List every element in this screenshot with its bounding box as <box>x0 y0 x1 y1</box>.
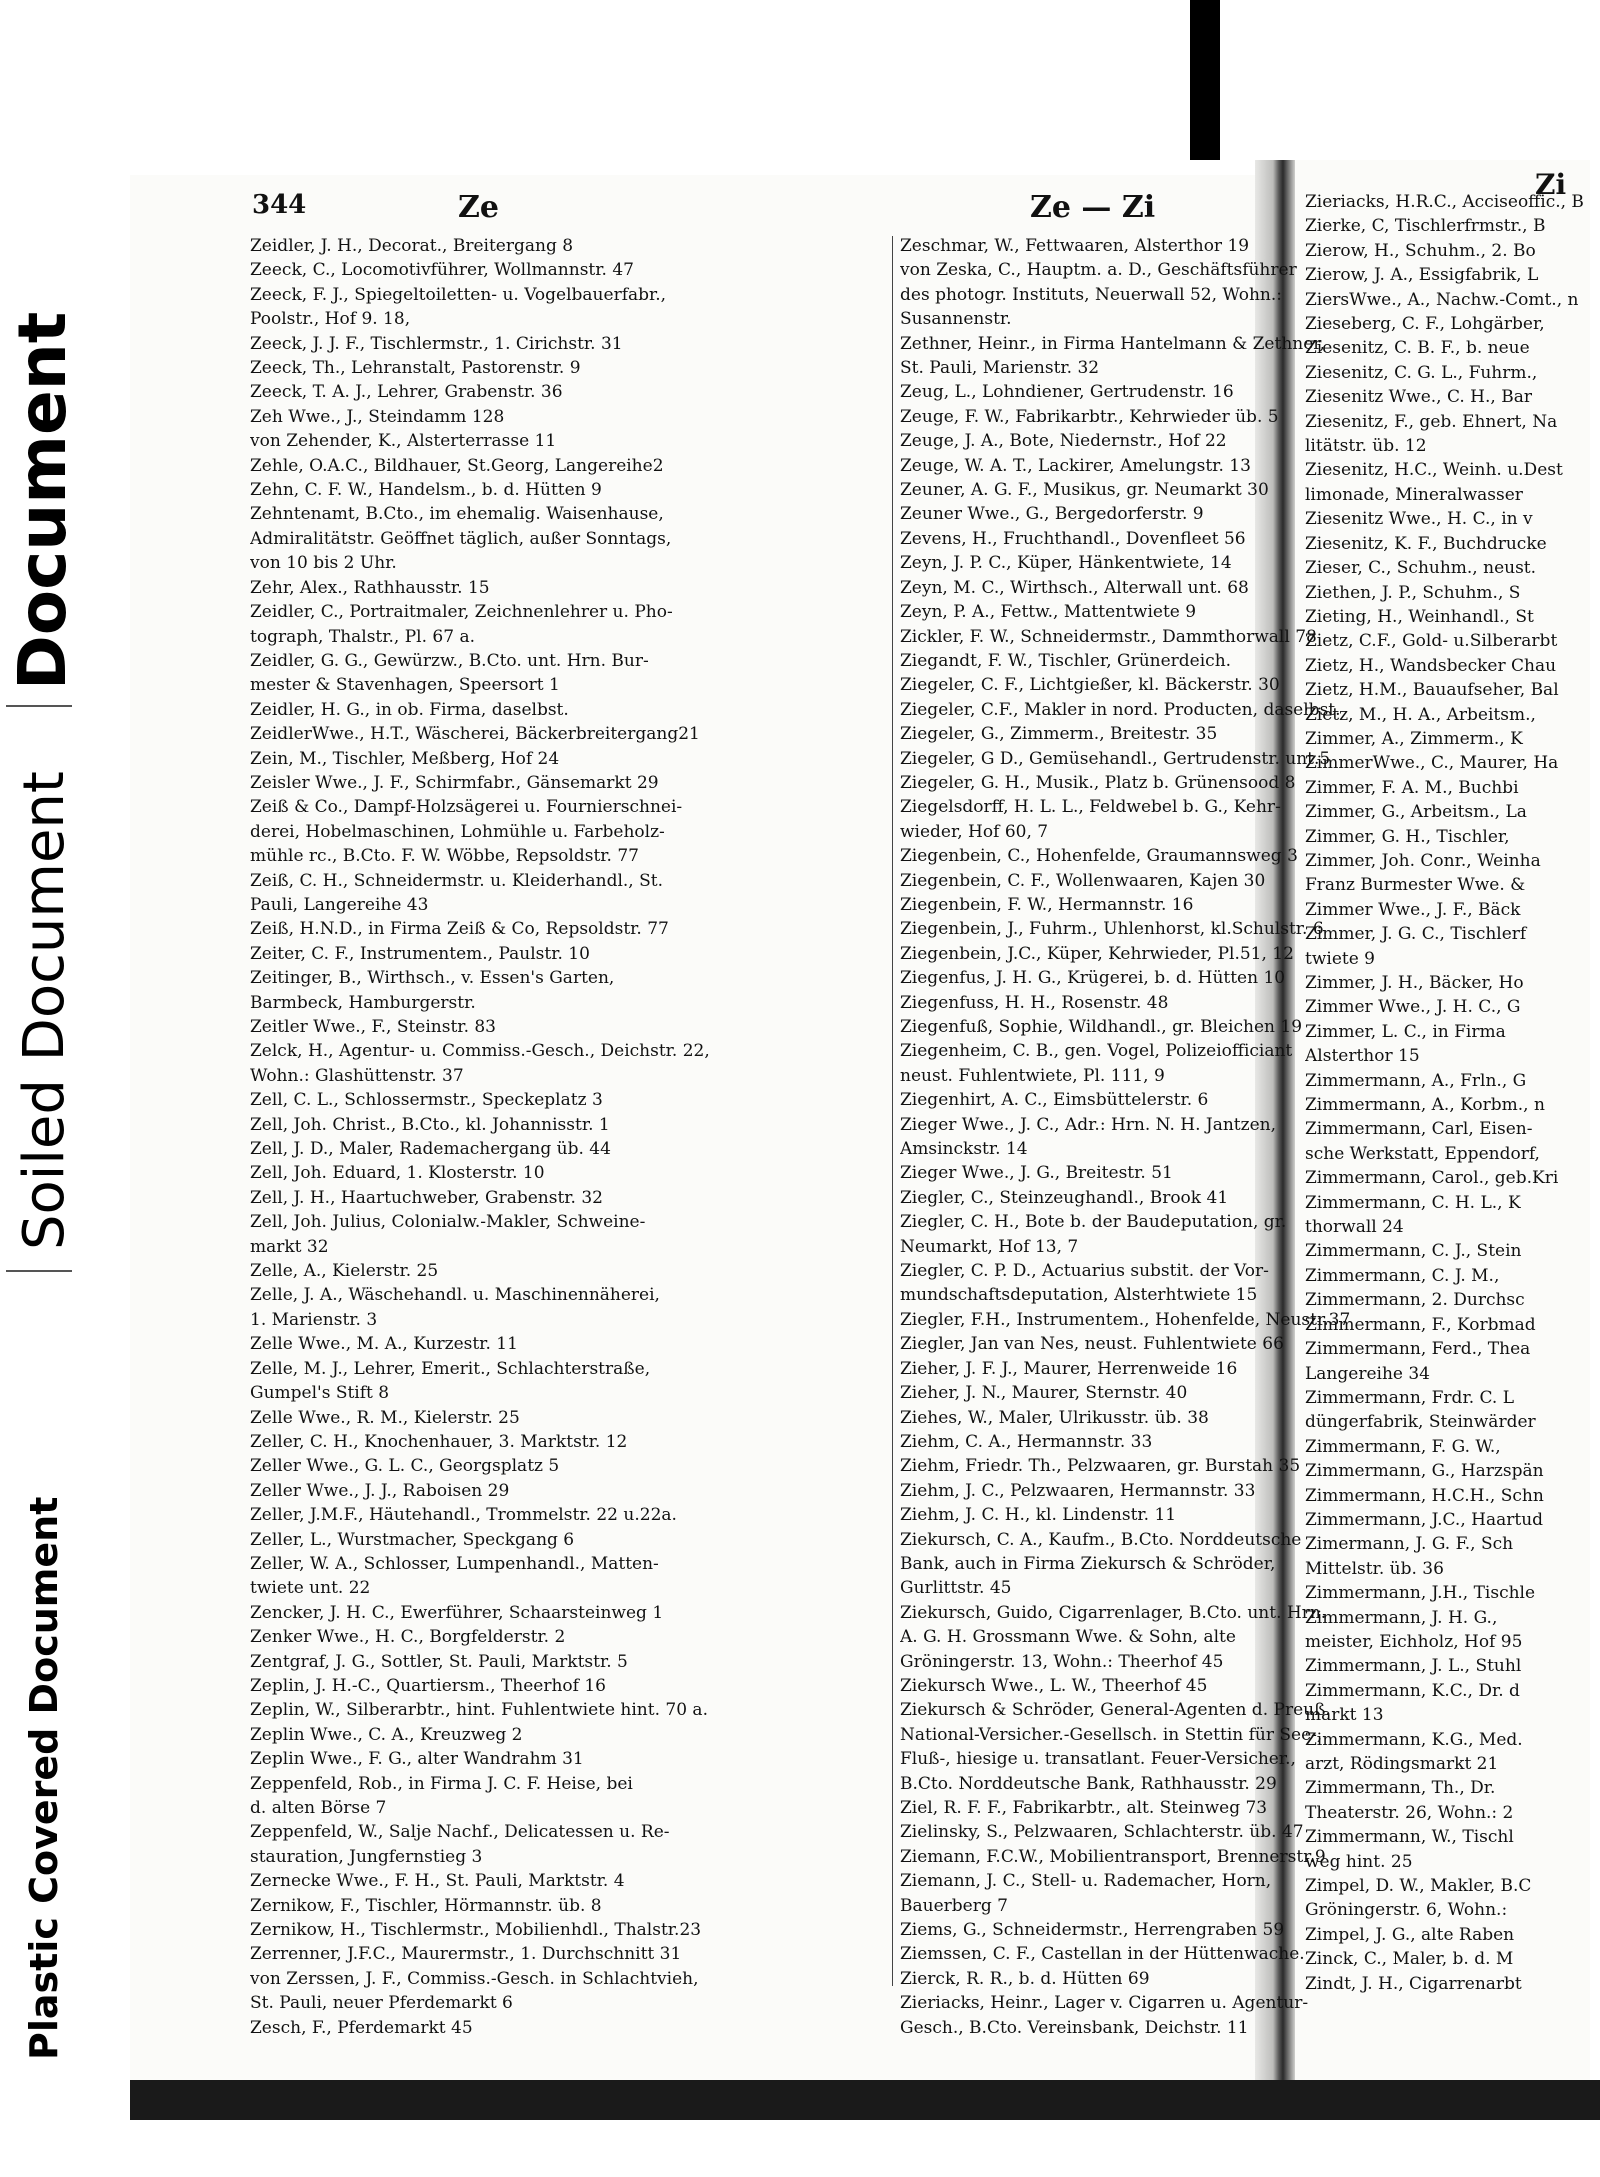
directory-entry: Zelle, M. J., Lehrer, Emerit., Schlachterstraße, <box>250 1358 651 1379</box>
directory-entry: Ziehes, W., Maler, Ulrikusstr. üb. 38 <box>900 1407 1209 1428</box>
directory-entry: Zeyn, J. P. C., Küper, Hänkentwiete, 14 <box>900 553 1232 574</box>
directory-entry: Ziegler, Jan van Nes, neust. Fuhlentwiete 66 <box>900 1334 1284 1355</box>
directory-entry: Gröningerstr. 6, Wohn.: <box>1305 1900 1508 1921</box>
directory-entry: d. alten Börse 7 <box>250 1798 387 1818</box>
directory-entry: Zernecke Wwe., F. H., St. Pauli, Marktstr. 4 <box>250 1871 625 1892</box>
directory-entry: Zeiter, C. F., Instrumentem., Paulstr. 10 <box>250 943 590 964</box>
directory-entry: Zeyn, M. C., Wirthsch., Alterwall unt. 68 <box>900 577 1249 598</box>
directory-entry: arzt, Rödingsmarkt 21 <box>1305 1754 1499 1774</box>
directory-entry: Zeller, C. H., Knochenhauer, 3. Marktstr. 12 <box>250 1431 628 1452</box>
directory-entry: litätstr. üb. 12 <box>1305 436 1427 457</box>
directory-entry: Zietz, M., H. A., Arbeitsm., <box>1305 704 1536 725</box>
directory-entry: Zielinsky, S., Pelzwaaren, Schlachterstr. üb. 47 <box>900 1822 1304 1843</box>
directory-entry: Poolstr., Hof 9. 18, <box>250 309 411 330</box>
directory-entry: twiete unt. 22 <box>250 1578 371 1599</box>
directory-entry: Zeidler, J. H., Decorat., Breitergang 8 <box>250 236 574 256</box>
directory-entry: ZiersWwe., A., Nachw.-Comt., n <box>1305 289 1579 310</box>
directory-entry: Ziehm, J. C., Pelzwaaren, Hermannstr. 33 <box>900 1480 1256 1501</box>
directory-entry: St. Pauli, Marienstr. 32 <box>900 358 1100 379</box>
directory-entry: B.Cto. Norddeutsche Bank, Rathhausstr. 29 <box>900 1773 1277 1794</box>
directory-entry: Ziesenitz, C. G. L., Fuhrm., <box>1305 362 1538 383</box>
directory-entry: Zell, J. D., Maler, Rademachergang üb. 44 <box>250 1139 611 1160</box>
directory-entry: Ziethen, J. P., Schuhm., S <box>1305 582 1521 603</box>
directory-entry: Ziekursch & Schröder, General-Agenten d. Preuß. <box>900 1700 1331 1721</box>
directory-entry: Zeplin Wwe., F. G., alter Wandrahm 31 <box>250 1749 584 1770</box>
directory-entry: Zimmermann, C. H. L., K <box>1305 1192 1521 1213</box>
directory-entry: Ziekursch Wwe., L. W., Theerhof 45 <box>900 1675 1208 1696</box>
directory-entry: Ziegler, F.H., Instrumentem., Hohenfelde, Neustr.37 <box>900 1309 1351 1330</box>
directory-entry: Zimmermann, J.C., Haartud <box>1305 1509 1544 1530</box>
directory-entry: düngerfabrik, Steinwärder <box>1305 1412 1536 1433</box>
directory-entry: Fluß-, hiesige u. transatlant. Feuer-Versicher., <box>900 1749 1296 1770</box>
directory-entry: 1. Marienstr. 3 <box>250 1309 378 1330</box>
directory-entry: Zimpel, J. G., alte Raben <box>1305 1924 1515 1945</box>
directory-entry: Zeidler, C., Portraitmaler, Zeichnenlehrer u. Pho- <box>250 602 673 623</box>
directory-entry: Zierow, J. A., Essigfabrik, L <box>1305 265 1539 286</box>
directory-entry: Zimmer, J. H., Bäcker, Ho <box>1305 973 1524 993</box>
directory-entry: Ziegeler, C. F., Lichtgießer, kl. Bäckerstr. 30 <box>900 675 1280 696</box>
directory-entry: Zeschmar, W., Fettwaaren, Alsterthor 19 <box>900 236 1250 256</box>
directory-entry: Zerrenner, J.F.C., Maurermstr., 1. Durchschnitt 31 <box>250 1944 682 1965</box>
directory-entry: Zell, Joh. Christ., B.Cto., kl. Johannisstr. 1 <box>250 1114 610 1135</box>
directory-entry: Zieseberg, C. F., Lohgärber, <box>1305 314 1545 335</box>
directory-entry: Ziesenitz, H.C., Weinh. u.Dest <box>1305 460 1563 481</box>
directory-entry: Ziesenitz, K. F., Buchdrucke <box>1305 533 1547 554</box>
directory-entry: Gumpel's Stift 8 <box>250 1383 390 1404</box>
directory-entry: Zimmermann, Carol., geb.Kri <box>1305 1168 1559 1189</box>
directory-entry: Mittelstr. üb. 36 <box>1305 1558 1444 1579</box>
directory-entry: Zeplin Wwe., C. A., Kreuzweg 2 <box>250 1724 523 1745</box>
directory-entry: Wohn.: Glashüttenstr. 37 <box>250 1065 464 1086</box>
directory-entry: Ziegeler, G., Zimmerm., Breitestr. 35 <box>900 724 1218 745</box>
directory-entry: Zeeck, T. A. J., Lehrer, Grabenstr. 36 <box>250 382 563 403</box>
directory-entry: Amsinckstr. 14 <box>900 1139 1028 1160</box>
directory-entry: Zieher, J. N., Maurer, Sternstr. 40 <box>900 1383 1188 1404</box>
directory-entry: Ziekursch, Guido, Cigarrenlager, B.Cto. unt. Hrn. <box>900 1602 1327 1623</box>
directory-entry: Zimmermann, Ferd., Thea <box>1305 1339 1531 1360</box>
scan-border-bottom <box>130 2120 1600 2177</box>
directory-entry: Ziegler, C. P. D., Actuarius substit. der Vor- <box>900 1261 1269 1282</box>
directory-entry: derei, Hobelmaschinen, Lohmühle u. Farbeholz- <box>250 821 665 842</box>
directory-entry: Zesch, F., Pferdemarkt 45 <box>250 2017 473 2038</box>
directory-entry: Zimmermann, A., Korbm., n <box>1305 1095 1545 1116</box>
directory-entry: Zeuge, F. W., Fabrikarbtr., Kehrwieder üb. 5 <box>900 406 1279 427</box>
directory-entry: Ziegenbein, C., Hohenfelde, Graumannsweg 3 <box>900 846 1298 867</box>
directory-entry: Ziegenhirt, A. C., Eimsbüttelerstr. 6 <box>900 1090 1209 1111</box>
directory-entry: Zimmermann, J. H. G., <box>1305 1607 1498 1628</box>
directory-entry: Admiralitätstr. Geöffnet täglich, außer Sonntags, <box>250 528 672 549</box>
divider <box>6 1270 72 1272</box>
directory-entry: Ziegeler, G D., Gemüsehandl., Gertrudenstr. unt.5 <box>900 748 1331 769</box>
directory-entry: von Zerssen, J. F., Commiss.-Gesch. in Schlachtvieh, <box>250 1968 699 1989</box>
directory-entry: Ziegenfuss, H. H., Rosenstr. 48 <box>900 992 1169 1013</box>
directory-entry: Zierck, R. R., b. d. Hütten 69 <box>900 1968 1150 1989</box>
directory-entry: National-Versicher.-Gesellsch. in Stettin für See-, <box>900 1724 1323 1745</box>
directory-entry: Ziehm, Friedr. Th., Pelzwaaren, gr. Burstah 35 <box>900 1456 1301 1477</box>
directory-entry: Zeidler, G. G., Gewürzw., B.Cto. unt. Hrn. Bur- <box>250 650 649 671</box>
label-soiled-document: Soiled Document <box>12 771 77 1250</box>
directory-entry: Zehle, O.A.C., Bildhauer, St.Georg, Langereihe2 <box>250 455 664 476</box>
directory-entry: Zeller, J.M.F., Häutehandl., Trommelstr. 22 u.22a. <box>250 1505 677 1526</box>
directory-entry: Zietz, C.F., Gold- u.Silberarbt <box>1305 631 1558 652</box>
directory-entry: Ziegenfuß, Sophie, Wildhandl., gr. Bleichen 19 <box>900 1017 1303 1037</box>
directory-entry: Zimmermann, J.H., Tischle <box>1305 1583 1536 1604</box>
directory-entry: von Zeska, C., Hauptm. a. D., Geschäftsführer <box>900 260 1297 281</box>
directory-entry: Alsterthor 15 <box>1305 1046 1420 1067</box>
directory-entry: Zimmer, L. C., in Firma <box>1305 1021 1506 1042</box>
directory-entry: Ziesenitz, C. B. F., b. neue <box>1305 338 1530 359</box>
directory-entry: Ziegandt, F. W., Tischler, Grünerdeich. <box>900 650 1232 671</box>
directory-entry: mühle rc., B.Cto. F. W. Wöbbe, Repsoldstr. 77 <box>250 846 639 867</box>
directory-entry: Gurlittstr. 45 <box>900 1578 1012 1599</box>
directory-entry: Bank, auch in Firma Ziekursch & Schröder, <box>900 1553 1276 1574</box>
directory-entry: Ziegenfus, J. H. G., Krügerei, b. d. Hütten 10 <box>900 968 1286 989</box>
directory-entry: Zeller, W. A., Schlosser, Lumpenhandl., Matten- <box>250 1553 659 1574</box>
directory-entry: Zimmermann, F., Korbmad <box>1305 1314 1536 1335</box>
directory-entry: Zenker Wwe., H. C., Borgfelderstr. 2 <box>250 1627 566 1648</box>
directory-entry: des photogr. Instituts, Neuerwall 52, Wohn.: <box>900 284 1283 305</box>
directory-entry: Zieser, C., Schuhm., neust. <box>1305 558 1537 579</box>
directory-entry: Zierke, C, Tischlerfrmstr., B <box>1305 216 1546 237</box>
directory-entry: Ziegenbein, J.C., Küper, Kehrwieder, Pl.51, 12 <box>900 943 1294 964</box>
directory-entry: Zimmermann, F. G. W., <box>1305 1436 1501 1457</box>
directory-entry: Zeller Wwe., G. L. C., Georgsplatz 5 <box>250 1456 560 1477</box>
directory-entry: Zimmermann, K.G., Med. <box>1305 1729 1523 1750</box>
label-document: Document <box>4 311 81 690</box>
sidebar <box>0 0 80 2177</box>
directory-entry: Zimmer, J. G. C., Tischlerf <box>1305 924 1527 945</box>
scan-shadow-top <box>1190 0 1220 160</box>
left-column <box>250 234 895 2040</box>
directory-entry: Zimmer, Joh. Conr., Weinha <box>1305 850 1541 871</box>
directory-entry: Gröningerstr. 13, Wohn.: Theerhof 45 <box>900 1651 1224 1672</box>
directory-entry: Zeplin, J. H.-C., Quartiersm., Theerhof 16 <box>250 1675 606 1696</box>
directory-entry: Zein, M., Tischler, Meßberg, Hof 24 <box>250 748 560 769</box>
directory-entry: Zimmer, F. A. M., Buchbi <box>1305 777 1519 798</box>
directory-entry: meister, Eichholz, Hof 95 <box>1305 1631 1523 1652</box>
right-column <box>900 234 1400 2040</box>
directory-entry: Zeitler Wwe., F., Steinstr. 83 <box>250 1017 497 1037</box>
directory-entry: Zimmermann, C. J. M., <box>1305 1265 1500 1286</box>
directory-entry: stauration, Jungfernstieg 3 <box>250 1846 483 1867</box>
directory-entry: Zencker, J. H. C., Ewerführer, Schaarsteinweg 1 <box>250 1602 664 1623</box>
directory-entry: Ziesenitz, F., geb. Ehnert, Na <box>1305 411 1558 432</box>
directory-entry: von Zehender, K., Alsterterrasse 11 <box>250 431 557 452</box>
directory-entry: Franz Burmester Wwe. & <box>1305 875 1526 896</box>
directory-entry: Zieher, J. F. J., Maurer, Herrenweide 16 <box>900 1358 1238 1379</box>
directory-entry: Zelle, J. A., Wäschehandl. u. Maschinennäherei, <box>250 1285 660 1306</box>
directory-entry: Susannenstr. <box>900 309 1012 330</box>
directory-entry: Theaterstr. 26, Wohn.: 2 <box>1305 1802 1514 1823</box>
directory-entry: Zentgraf, J. G., Sottler, St. Pauli, Marktstr. 5 <box>250 1651 628 1672</box>
directory-entry: Zierow, H., Schuhm., 2. Bo <box>1305 240 1536 261</box>
directory-entry: Zell, Joh. Julius, Colonialw.-Makler, Schweine- <box>250 1212 646 1233</box>
directory-entry: Zernikow, F., Tischler, Hörmannstr. üb. 8 <box>250 1895 602 1916</box>
directory-entry: Zeuge, J. A., Bote, Niedernstr., Hof 22 <box>900 431 1227 452</box>
directory-entry: Zimpel, D. W., Makler, B.C <box>1305 1876 1532 1897</box>
directory-entry: Zieriacks, Heinr., Lager v. Cigarren u. Agentur- <box>900 1993 1309 2014</box>
directory-entry: Zeiß, H.N.D., in Firma Zeiß & Co, Repsoldstr. 77 <box>250 919 669 940</box>
directory-entry: Ziesenitz Wwe., H. C., in v <box>1305 509 1533 530</box>
directory-entry: Ziemann, F.C.W., Mobilientransport, Brennerstr.9 <box>900 1846 1326 1867</box>
directory-entry: Zethner, Heinr., in Firma Hantelmann & Zethner, <box>900 333 1325 354</box>
directory-entry: Zimmermann, J. L., Stuhl <box>1305 1656 1522 1677</box>
divider <box>6 705 72 707</box>
directory-entry: Ziegeler, G. H., Musik., Platz b. Grünensood 8 <box>900 772 1296 793</box>
directory-entry: Zickler, F. W., Schneidermstr., Dammthorwall 78 <box>900 626 1317 647</box>
page-number: 344 <box>252 190 307 220</box>
directory-entry: Zeplin, W., Silberarbtr., hint. Fuhlentwiete hint. 70 a. <box>250 1700 708 1721</box>
directory-entry: wieder, Hof 60, 7 <box>900 821 1049 842</box>
directory-entry: Zeeck, C., Locomotivführer, Wollmannstr. 47 <box>250 260 634 281</box>
directory-entry: Zimmer Wwe., J. F., Bäck <box>1305 899 1521 920</box>
directory-entry: Zeisler Wwe., J. F., Schirmfabr., Gänsemarkt 29 <box>250 772 659 793</box>
directory-entry: ZeidlerWwe., H.T., Wäscherei, Bäckerbreitergang21 <box>250 724 700 745</box>
directory-entry: Langereihe 34 <box>1305 1363 1430 1384</box>
directory-entry: Zeuner, A. G. F., Musikus, gr. Neumarkt 30 <box>900 480 1269 501</box>
directory-entry: Zindt, J. H., Cigarrenarbt <box>1305 1973 1522 1994</box>
scan-shadow-bottom <box>130 2080 1600 2120</box>
directory-entry: Zeeck, Th., Lehranstalt, Pastorenstr. 9 <box>250 358 581 379</box>
directory-entry: Zehr, Alex., Rathhausstr. 15 <box>250 577 490 598</box>
directory-entry: Zeug, L., Lohndiener, Gertrudenstr. 16 <box>900 382 1234 403</box>
directory-entry: Ziegenheim, C. B., gen. Vogel, Polizeiofficiant <box>900 1041 1293 1062</box>
directory-entry: Zimmermann, C. J., Stein <box>1305 1241 1522 1262</box>
left-heading: Ze <box>458 190 499 225</box>
directory-entry: Zehn, C. F. W., Handelsm., b. d. Hütten 9 <box>250 480 602 501</box>
directory-entry: Zinck, C., Maler, b. d. M <box>1305 1949 1514 1970</box>
directory-entry: Zimmermann, 2. Durchsc <box>1305 1290 1525 1311</box>
directory-entry: Zieting, H., Weinhandl., St <box>1305 606 1534 627</box>
directory-entry: Zeeck, F. J., Spiegeltoiletten- u. Vogelbauerfabr., <box>250 284 667 305</box>
directory-entry: Zell, J. H., Haartuchweber, Grabenstr. 32 <box>250 1187 603 1208</box>
directory-entry: Neumarkt, Hof 13, 7 <box>900 1236 1079 1257</box>
directory-entry: limonade, Mineralwasser <box>1305 484 1523 505</box>
directory-entry: ZimmerWwe., C., Maurer, Ha <box>1305 753 1559 774</box>
directory-entry: tograph, Thalstr., Pl. 67 a. <box>250 626 475 647</box>
directory-entry: Zimmer Wwe., J. H. C., G <box>1305 997 1521 1018</box>
directory-entry: Zeiß, C. H., Schneidermstr. u. Kleiderhandl., St. <box>250 870 663 891</box>
label-plastic-covered-document: Plastic Covered Document <box>22 1496 66 2060</box>
directory-entry: Zimmermann, K.C., Dr. d <box>1305 1680 1520 1701</box>
directory-entry: Zelck, H., Agentur- u. Commiss.-Gesch., Deichstr. 22, <box>250 1041 710 1062</box>
directory-entry: Ziegler, C., Steinzeughandl., Brook 41 <box>900 1187 1229 1208</box>
directory-entry: St. Pauli, neuer Pferdemarkt 6 <box>250 1993 513 2014</box>
directory-entry: Zelle Wwe., M. A., Kurzestr. 11 <box>250 1334 518 1355</box>
directory-entry: Zimmermann, G., Harzspän <box>1305 1461 1544 1482</box>
directory-entry: Ziehm, J. C. H., kl. Lindenstr. 11 <box>900 1505 1177 1526</box>
directory-entry: Zeuner Wwe., G., Bergedorferstr. 9 <box>900 504 1204 525</box>
directory-entry: twiete 9 <box>1305 948 1375 969</box>
directory-entry: Ziegler, C. H., Bote b. der Baudeputation, gr. <box>900 1212 1287 1233</box>
directory-entry: Zehntenamt, B.Cto., im ehemalig. Waisenhause, <box>250 504 664 525</box>
directory-entry: Zelle Wwe., R. M., Kielerstr. 25 <box>250 1407 520 1428</box>
directory-entry: Zimmer, G. H., Tischler, <box>1305 826 1510 847</box>
directory-entry: Zimermann, J. G. F., Sch <box>1305 1534 1514 1555</box>
center-heading: Ze — Zi <box>1030 190 1156 225</box>
directory-entry: Zell, Joh. Eduard, 1. Klosterstr. 10 <box>250 1163 545 1184</box>
directory-entry: Ziesenitz Wwe., C. H., Bar <box>1305 387 1532 408</box>
directory-entry: Zeeck, J. J. F., Tischlermstr., 1. Cirichstr. 31 <box>250 333 623 354</box>
directory-entry: A. G. H. Grossmann Wwe. & Sohn, alte <box>900 1627 1236 1648</box>
directory-entry: Gesch., B.Cto. Vereinsbank, Deichstr. 11 <box>900 2017 1249 2038</box>
directory-entry: Zeller, L., Wurstmacher, Speckgang 6 <box>250 1529 575 1550</box>
directory-entry: Zernikow, H., Tischlermstr., Mobilienhdl., Thalstr.23 <box>250 1920 702 1941</box>
directory-entry: Zimmer, A., Zimmerm., K <box>1305 728 1523 749</box>
directory-entry: Zimmermann, Carl, Eisen- <box>1305 1119 1533 1140</box>
directory-entry: Bauerberg 7 <box>900 1895 1008 1916</box>
directory-entry: Ziehm, C. A., Hermannstr. 33 <box>900 1431 1153 1452</box>
directory-entry: Ziems, G., Schneidermstr., Herrengraben 59 <box>900 1920 1285 1941</box>
directory-entry: Zimmer, G., Arbeitsm., La <box>1305 802 1527 823</box>
directory-entry: Ziegenbein, J., Fuhrm., Uhlenhorst, kl.Schulstr. 6 <box>900 919 1324 940</box>
right-page-heading: Zi <box>1535 168 1567 201</box>
directory-entry: Zietz, H.M., Bauaufseher, Bal <box>1305 680 1559 701</box>
directory-entry: Pauli, Langereihe 43 <box>250 894 429 915</box>
directory-entry: Ziemann, J. C., Stell- u. Rademacher, Horn, <box>900 1871 1272 1892</box>
directory-entry: Zietz, H., Wandsbecker Chau <box>1305 655 1557 676</box>
directory-entry: Zelle, A., Kielerstr. 25 <box>250 1261 439 1282</box>
directory-entry: Zimmermann, A., Frln., G <box>1305 1070 1527 1091</box>
column-rule <box>892 236 893 1986</box>
directory-entry: thorwall 24 <box>1305 1217 1404 1238</box>
directory-entry: Zimmermann, Frdr. C. L <box>1305 1387 1515 1408</box>
directory-entry: Zeyn, P. A., Fettw., Mattentwiete 9 <box>900 602 1197 623</box>
directory-entry: mundschaftsdeputation, Alsterhtwiete 15 <box>900 1285 1258 1306</box>
directory-entry: Zeiß & Co., Dampf-Holzsägerei u. Fournierschnei- <box>250 797 683 818</box>
directory-entry: Ziegeler, C.F., Makler in nord. Producten, daselbst. <box>900 699 1341 720</box>
directory-entry: Zeppenfeld, Rob., in Firma J. C. F. Heise, bei <box>250 1773 633 1794</box>
directory-entry: Zeitinger, B., Wirthsch., v. Essen's Garten, <box>250 968 615 989</box>
directory-entry: markt 32 <box>250 1236 329 1257</box>
directory-entry: Zeppenfeld, W., Salje Nachf., Delicatessen u. Re- <box>250 1822 670 1843</box>
directory-entry: Zimmermann, W., Tischl <box>1305 1827 1514 1848</box>
directory-entry: Zeller Wwe., J. J., Raboisen 29 <box>250 1480 510 1501</box>
directory-entry: Zevens, H., Fruchthandl., Dovenfleet 56 <box>900 528 1246 549</box>
directory-entry: Zieger Wwe., J. G., Breitestr. 51 <box>900 1163 1173 1184</box>
scan-border-right <box>1590 0 1600 2177</box>
directory-entry: Zimmermann, H.C.H., Schn <box>1305 1485 1544 1506</box>
directory-entry: markt 13 <box>1305 1705 1384 1726</box>
directory-entry: Ziekursch, C. A., Kaufm., B.Cto. Norddeutsche <box>900 1529 1302 1550</box>
directory-entry: Zell, C. L., Schlossermstr., Speckeplatz 3 <box>250 1090 603 1111</box>
directory-entry: Zieriacks, H.R.C., Acciseoffic., B <box>1305 192 1584 212</box>
directory-entry: Zeidler, H. G., in ob. Firma, daselbst. <box>250 699 569 720</box>
directory-entry: neust. Fuhlentwiete, Pl. 111, 9 <box>900 1065 1165 1086</box>
directory-entry: Ziegelsdorff, H. L. L., Feldwebel b. G., Kehr- <box>900 797 1281 818</box>
directory-entry: Ziemssen, C. F., Castellan in der Hüttenwache. <box>900 1944 1305 1965</box>
directory-entry: Barmbeck, Hamburgerstr. <box>250 992 476 1013</box>
directory-entry: Zimmermann, Th., Dr. <box>1305 1778 1496 1799</box>
directory-entry: Ziel, R. F. F., Fabrikarbtr., alt. Steinweg 73 <box>900 1798 1268 1818</box>
directory-entry: Zeuge, W. A. T., Lackirer, Amelungstr. 13 <box>900 455 1251 476</box>
directory-entry: Zieger Wwe., J. C., Adr.: Hrn. N. H. Jantzen, <box>900 1114 1276 1135</box>
directory-entry: sche Werkstatt, Eppendorf, <box>1305 1143 1540 1164</box>
directory-entry: Zeh Wwe., J., Steindamm 128 <box>250 406 505 427</box>
directory-entry: weg hint. 25 <box>1305 1851 1413 1872</box>
directory-entry: von 10 bis 2 Uhr. <box>250 553 397 574</box>
directory-entry: Ziegenbein, F. W., Hermannstr. 16 <box>900 894 1194 915</box>
directory-entry: Ziegenbein, C. F., Wollenwaaren, Kajen 30 <box>900 870 1266 891</box>
directory-entry: mester & Stavenhagen, Speersort 1 <box>250 675 560 696</box>
